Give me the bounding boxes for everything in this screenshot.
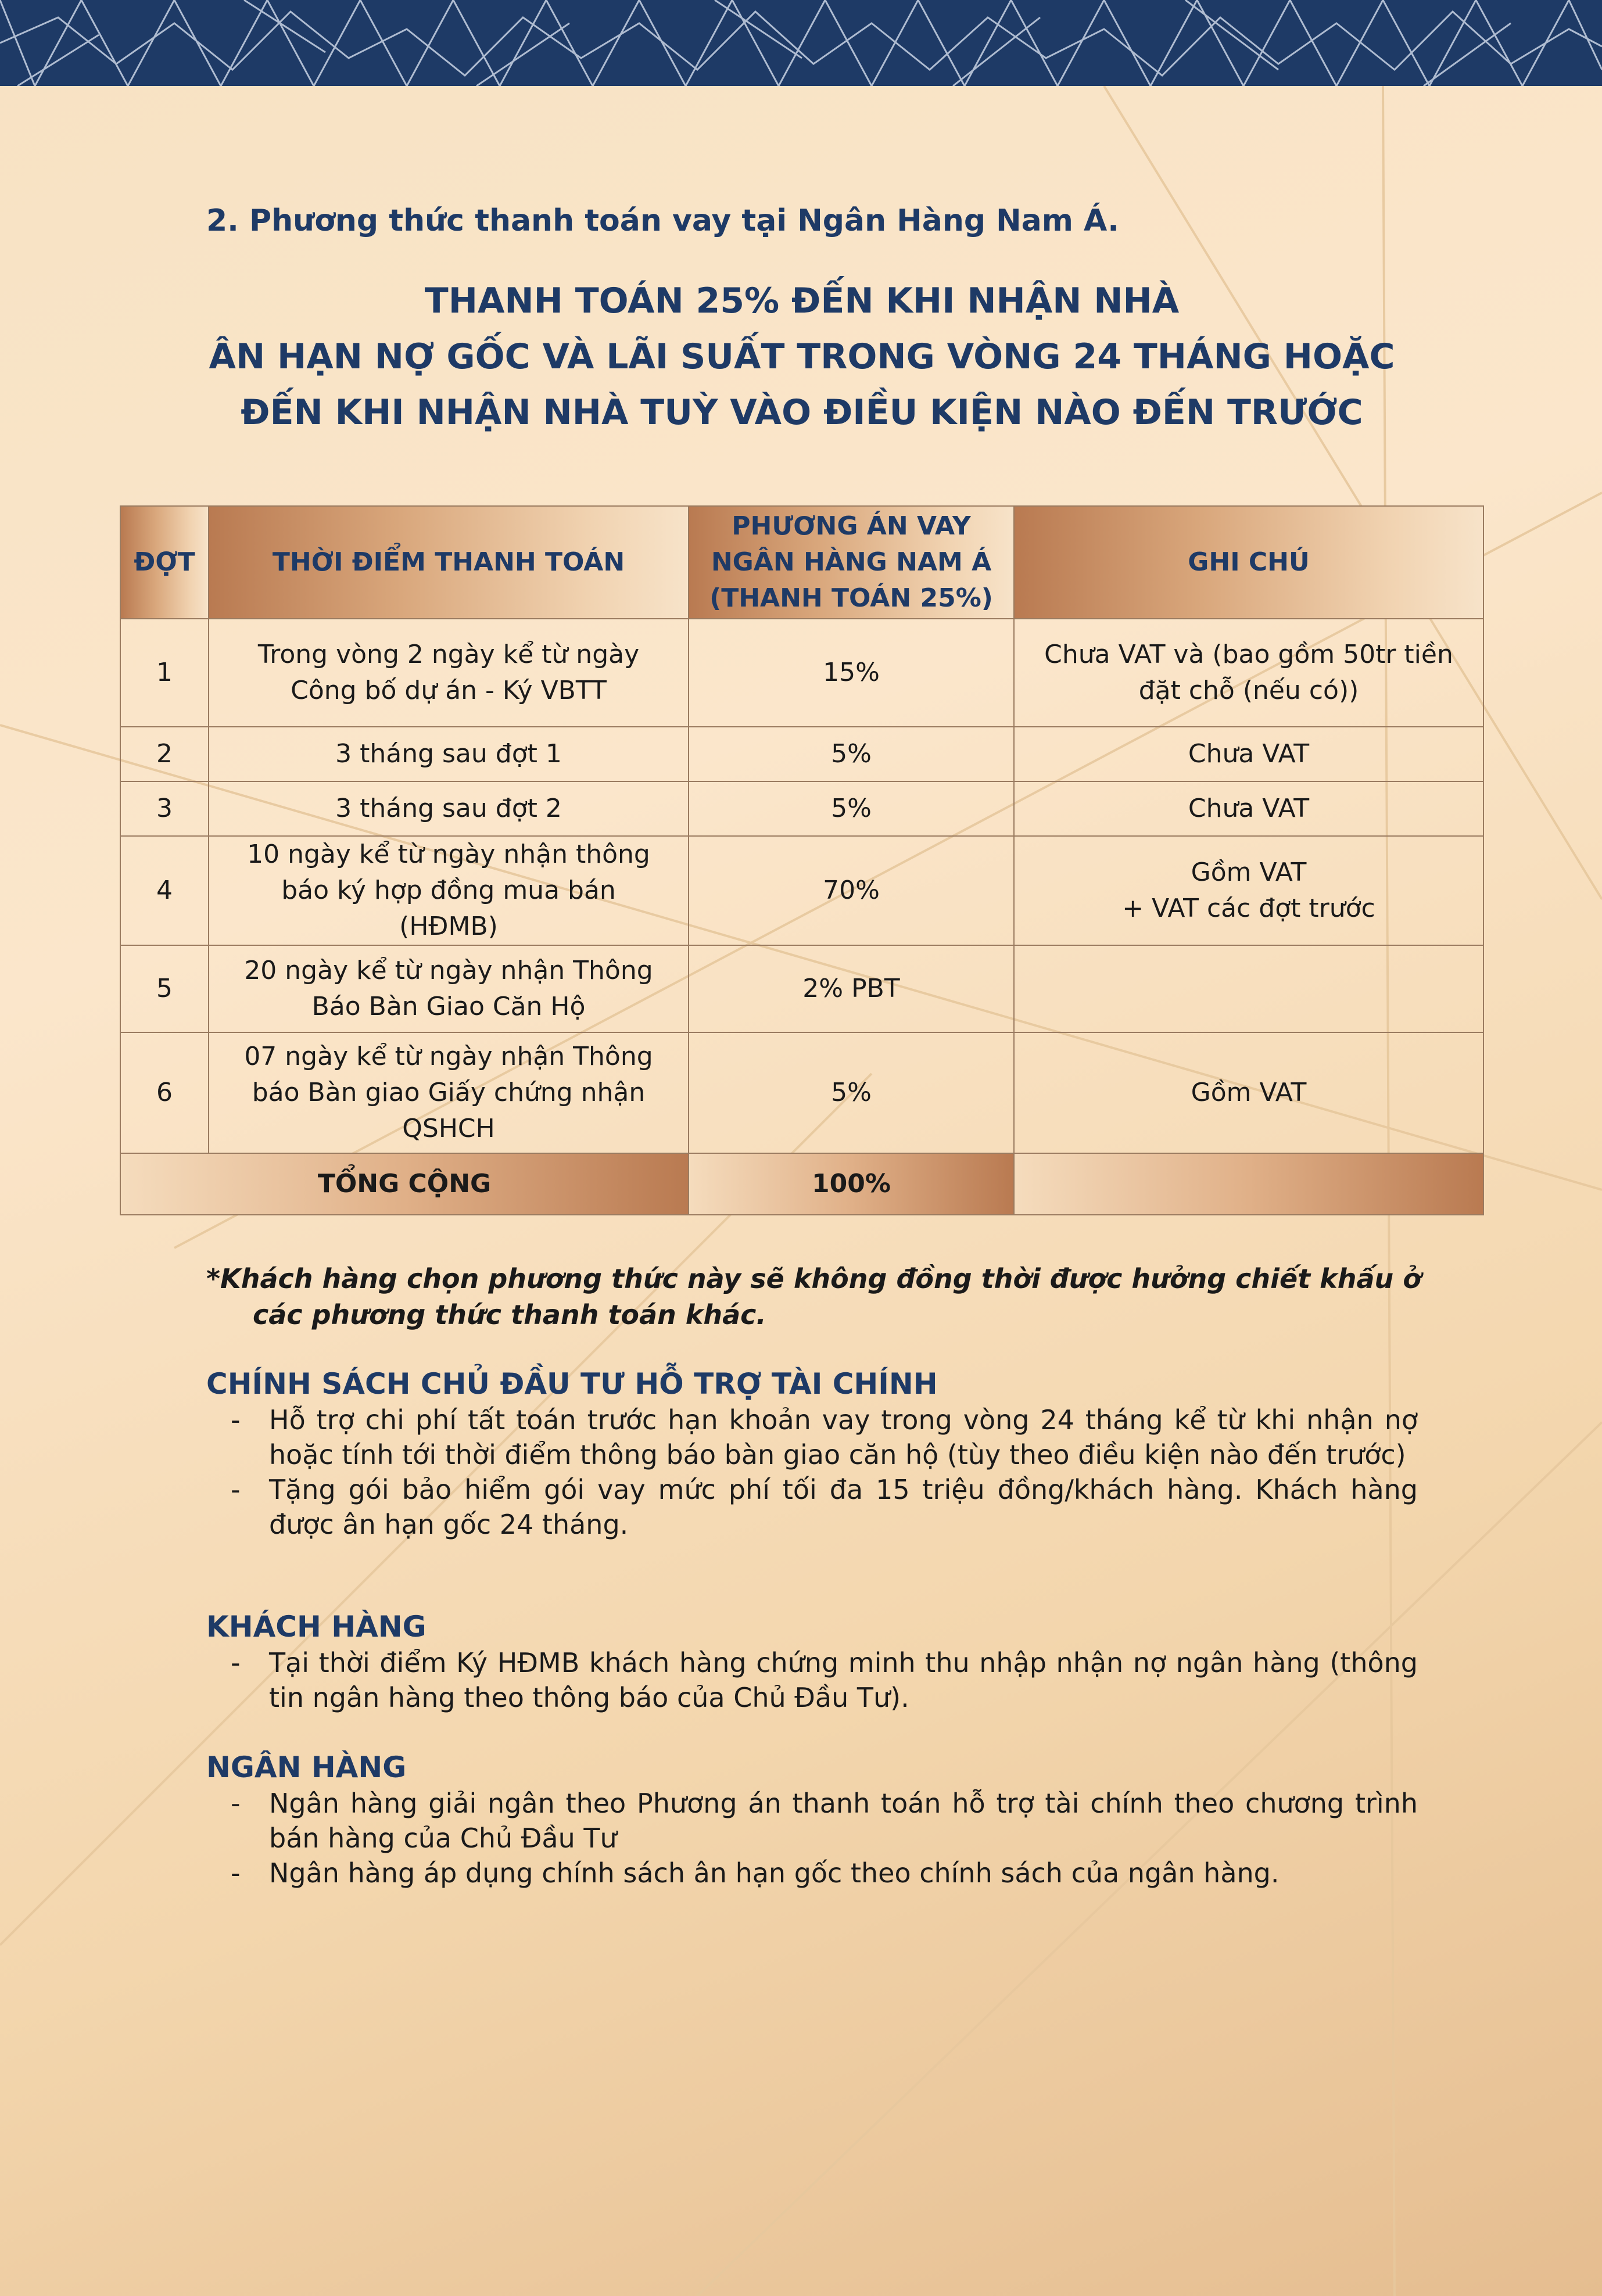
cell-time — [209, 1032, 689, 1153]
table-row — [120, 619, 1483, 727]
cell-line: 10 ngày kể từ ngày nhận thông — [247, 840, 650, 869]
cell-dot: 3 — [120, 781, 209, 836]
section-heading: 2. Phương thức thanh toán vay tại Ngân Hàng Nam Á. — [206, 203, 1120, 238]
total-empty-cell — [1014, 1153, 1483, 1215]
dash-bullet: - — [231, 1474, 241, 1505]
cell-percent: 70% — [689, 836, 1014, 945]
cell-line: Gồm VAT — [1191, 858, 1307, 887]
cell-line: (HĐMB) — [399, 912, 498, 941]
table-row — [120, 727, 1483, 781]
header-ghi-chu: GHI CHÚ — [1014, 506, 1483, 619]
cell-line: đặt chỗ (nếu có)) — [1138, 676, 1359, 705]
policy-list — [206, 1645, 1418, 1715]
dash-bullet: - — [231, 1647, 241, 1678]
policy-section-investor — [206, 1365, 1418, 1542]
disclaimer-note: *Khách hàng chọn phương thức này sẽ không đồng thời được hưởng chiết khấu ở các phương thức thanh toán khác. — [206, 1263, 1421, 1330]
cell-dot: 1 — [120, 619, 209, 727]
dash-bullet: - — [231, 1857, 241, 1889]
cell-percent: 2% PBT — [689, 945, 1014, 1032]
dash-bullet: - — [231, 1788, 241, 1819]
cell-note — [1014, 619, 1483, 727]
list-item — [206, 1472, 1418, 1542]
list-item-text: Ngân hàng giải ngân theo Phương án thanh toán hỗ trợ tài chính theo chương trình bán hàng của Chủ Đầu Tư — [269, 1788, 1418, 1854]
cell-line: 20 ngày kể từ ngày nhận Thông — [244, 956, 653, 985]
total-percent: 100% — [689, 1153, 1014, 1215]
header-phuong-an-line: (THANH TOÁN 25%) — [709, 583, 993, 613]
cell-dot: 4 — [120, 836, 209, 945]
cell-percent: 15% — [689, 619, 1014, 727]
list-item-text: Hỗ trợ chi phí tất toán trước hạn khoản vay trong vòng 24 tháng kể từ khi nhận nợ hoặc tính tới thời điểm thông báo bàn giao căn hộ (tùy theo điều kiện nào đến trước) — [269, 1404, 1418, 1470]
cell-note: Chưa VAT — [1014, 727, 1483, 781]
policy-list — [206, 1786, 1418, 1890]
header-phuong-an-line: PHƯƠNG ÁN VAY — [732, 511, 971, 541]
geometric-pattern-graphic — [0, 0, 1602, 86]
cell-line: Báo Bàn Giao Căn Hộ — [311, 992, 586, 1021]
policy-section-customer — [206, 1608, 1418, 1715]
cell-line: + VAT các đợt trước — [1122, 894, 1375, 923]
cell-line: Công bố dự án - Ký VBTT — [291, 676, 607, 705]
cell-line: QSHCH — [402, 1114, 495, 1143]
top-pattern-band — [0, 0, 1602, 86]
header-phuong-an — [689, 506, 1014, 619]
cell-percent: 5% — [689, 727, 1014, 781]
table-total-row — [120, 1153, 1483, 1215]
cell-time: 3 tháng sau đợt 1 — [209, 727, 689, 781]
cell-line: báo Bàn giao Giấy chứng nhận — [252, 1078, 646, 1107]
table-row — [120, 781, 1483, 836]
cell-time: 3 tháng sau đợt 2 — [209, 781, 689, 836]
cell-percent: 5% — [689, 781, 1014, 836]
list-item — [206, 1645, 1418, 1715]
cell-dot: 5 — [120, 945, 209, 1032]
cell-note: Chưa VAT — [1014, 781, 1483, 836]
header-thoi-diem: THỜI ĐIỂM THANH TOÁN — [209, 506, 689, 619]
list-item-text: Tại thời điểm Ký HĐMB khách hàng chứng minh thu nhập nhận nợ ngân hàng (thông tin ngân hàng theo thông báo của Chủ Đầu Tư). — [269, 1647, 1418, 1713]
cell-percent: 5% — [689, 1032, 1014, 1153]
cell-time — [209, 945, 689, 1032]
cell-time — [209, 836, 689, 945]
policy-section-bank — [206, 1749, 1418, 1890]
header-phuong-an-line: NGÂN HÀNG NAM Á — [711, 547, 992, 577]
cell-line: 07 ngày kể từ ngày nhận Thông — [244, 1042, 653, 1071]
cell-time — [209, 619, 689, 727]
payment-schedule-table — [120, 505, 1484, 1215]
total-label: TỔNG CỘNG — [120, 1153, 689, 1215]
table-row — [120, 945, 1483, 1032]
list-item-text: Ngân hàng áp dụng chính sách ân hạn gốc theo chính sách của ngân hàng. — [269, 1857, 1280, 1889]
list-item — [206, 1402, 1418, 1472]
title-line: ĐẾN KHI NHẬN NHÀ TUỲ VÀO ĐIỀU KIỆN NÀO ĐẾN TRƯỚC — [241, 392, 1363, 433]
cell-line: Chưa VAT và (bao gồm 50tr tiền — [1044, 640, 1453, 669]
cell-dot: 6 — [120, 1032, 209, 1153]
cell-note — [1014, 945, 1483, 1032]
policy-heading: KHÁCH HÀNG — [206, 1610, 427, 1644]
list-item — [206, 1786, 1418, 1856]
cell-note: Gồm VAT — [1014, 1032, 1483, 1153]
table-row — [120, 836, 1483, 945]
title-line: THANH TOÁN 25% ĐẾN KHI NHẬN NHÀ — [424, 281, 1180, 321]
header-dot: ĐỢT — [120, 506, 209, 619]
main-title — [116, 273, 1488, 440]
list-item-text: Tặng gói bảo hiểm gói vay mức phí tối đa 15 triệu đồng/khách hàng. Khách hàng được ân hạn gốc 24 tháng. — [269, 1474, 1418, 1540]
policy-list — [206, 1402, 1418, 1542]
table-row — [120, 1032, 1483, 1153]
policy-heading: NGÂN HÀNG — [206, 1750, 407, 1784]
title-line: ÂN HẠN NỢ GỐC VÀ LÃI SUẤT TRONG VÒNG 24 THÁNG HOẶC — [209, 336, 1395, 377]
cell-dot: 2 — [120, 727, 209, 781]
cell-line: Trong vòng 2 ngày kể từ ngày — [257, 640, 640, 669]
cell-note — [1014, 836, 1483, 945]
policy-heading: CHÍNH SÁCH CHỦ ĐẦU TƯ HỖ TRỢ TÀI CHÍNH — [206, 1367, 938, 1401]
table-header-row — [120, 506, 1483, 619]
cell-line: báo ký hợp đồng mua bán — [281, 876, 616, 905]
list-item — [206, 1856, 1418, 1890]
dash-bullet: - — [231, 1404, 241, 1436]
